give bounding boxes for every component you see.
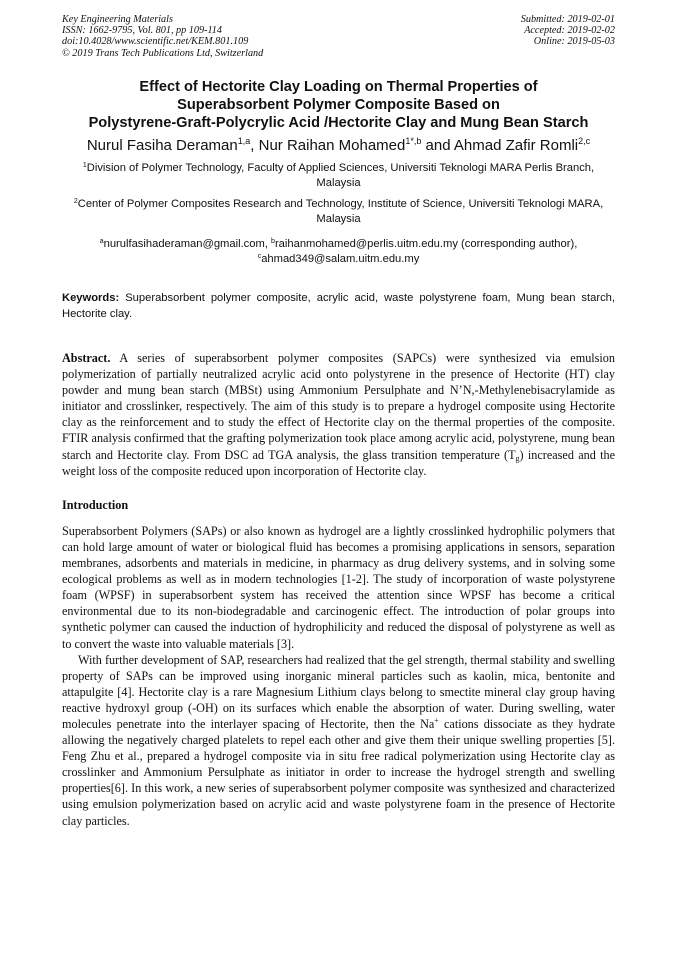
copyright-line: © 2019 Trans Tech Publications Ltd, Switzerland bbox=[62, 47, 264, 59]
affiliation-2-marker: 2 bbox=[73, 198, 78, 205]
affiliation-2-text: Center of Polymer Composites Research and Technology, Institute of Science, Universiti Teknologi MARA, Malaysia bbox=[77, 198, 604, 225]
paragraph bbox=[62, 652, 615, 829]
paper-page bbox=[62, 14, 615, 829]
online-date: Online: 2019-05-03 bbox=[533, 36, 615, 48]
introduction-heading: Introduction bbox=[62, 497, 129, 512]
tg-subscript: g bbox=[515, 453, 520, 463]
author-emails bbox=[62, 237, 615, 267]
abstract-text-end: ) increased and the weight loss of the composite reduced upon incorporation of Hectorite clay. bbox=[62, 447, 615, 478]
publication-header bbox=[62, 14, 615, 70]
submitted-date: Submitted: 2019-02-01 bbox=[520, 14, 615, 25]
author-1: Nurul Fasiha Deraman bbox=[86, 137, 238, 154]
email-c[interactable]: ahmad349@salam.uitm.edu.my bbox=[261, 253, 420, 265]
author-1-marker: 1,a bbox=[237, 136, 251, 146]
doi-line: doi:10.4028/www.scientific.net/KEM.801.109 bbox=[62, 36, 249, 48]
paragraph-text: cations dissociate as they hydrate allowing the negatively charged platelets to repel each other and give them their unique swelling properties [5]. Feng Zhu et al., prepared a hydrogel composite via in situ free radical polymerization using Hectorite clay as crosslinker and Ammonium Persulphate as initiator in order to increase the hydrogel strength and swelling properties[6]. In this work, a new series of superabsorbent polymer composite was synthesized and characterized using emulsion polymerization based on acrylic acid and waste polystyrene foam in the presence of Hectorite clay particles. bbox=[62, 716, 615, 828]
author-3-marker: 2,c bbox=[578, 136, 591, 146]
email-a-marker: a bbox=[99, 238, 104, 245]
journal-name: Key Engineering Materials bbox=[62, 14, 173, 25]
author-3: Ahmad Zafir Romli bbox=[453, 137, 579, 154]
affiliation-1 bbox=[62, 161, 615, 191]
email-b[interactable]: raihanmohamed@perlis.uitm.edu.my (corresponding author), bbox=[274, 238, 578, 250]
keywords-text: Superabsorbent polymer composite, acrylic acid, waste polystyrene foam, Mung bean starch, Hectorite clay. bbox=[62, 292, 615, 320]
journal-info bbox=[62, 14, 263, 59]
publication-dates bbox=[521, 14, 615, 48]
abstract-text: A series of superabsorbent polymer composites (SAPCs) were synthesized via emulsion polymerization of partially neutralized acrylic acid onto polystyrene in the presence of Hectorite (HT) clay powder and mung bean starch (MBSt) using Ammonium Persulphate and N’N,-Methylenebisacrylamide as initiator and crosslinker, respectively. The aim of this study is to prepare a hydrogel composite using Hectorite clay as the reinforcement and to study the effect of Hectorite clay on the thermal properties of the composite. FTIR analysis confirmed that the grafting polymerization took place among acrylic acid, polystyrene, mung bean starch and Hectorite clay. From DSC ad TGA analysis, the glass transition temperature (T bbox=[62, 351, 615, 462]
title-line-1: Effect of Hectorite Clay Loading on Thermal Properties of bbox=[139, 79, 538, 95]
accepted-date: Accepted: 2019-02-02 bbox=[524, 25, 615, 37]
title-line-3: Polystyrene-Graft-Polycrylic Acid /Hectorite Clay and Mung Bean Starch bbox=[88, 115, 589, 131]
abstract bbox=[62, 350, 615, 479]
affiliation-1-marker: 1 bbox=[82, 162, 87, 169]
issn-line: ISSN: 1662-9795, Vol. 801, pp 109-114 bbox=[62, 25, 222, 37]
keywords-label: Keywords: bbox=[62, 292, 120, 304]
author-separator: and bbox=[421, 137, 454, 154]
paragraph-text: With further development of SAP, researchers had realized that the gel strength, thermal stability and swelling property of SAPs can be improved using inorganic mineral particles such as kaolin, mica, bentonite and attapulgite [4]. Hectorite clay is a rare Magnesium Lithium clays belong to smectite mineral clay group having reactive hydroxyl group (-OH) on its surfaces which enable the absorption of water. During swelling, water molecules penetrate into the interlayer spacing of Hectorite, then the Na bbox=[62, 652, 615, 731]
author-2-marker: 1*,b bbox=[405, 136, 422, 146]
email-c-marker: c bbox=[257, 253, 262, 260]
affiliation-2 bbox=[62, 197, 615, 227]
email-b-marker: b bbox=[271, 238, 275, 245]
abstract-label: Abstract. bbox=[62, 351, 111, 365]
paragraph: Superabsorbent Polymers (SAPs) or also known as hydrogel are a lightly crosslinked hydrophilic polymers that can hold large amount of water or biological fluid has becomes a promising applications in sensors, separation membranes, adsorbents and materials in medicine, in pharmacy as drug delivery systems, and in solving some ecological problems as well as in modern technologies [1-2]. The study of incorporation of waste polystyrene foam (WPSF) in superabsorbent system has received the attention since WPSF has become a critical environmental due to its non-biodegradable and carcinogenic effect. The introduction of polar groups into synthetic polymer can caused the induction of hydrophilicity and reduced the disposal of polystyrene as well as to convert the waste into valuable materials [3]. bbox=[62, 523, 615, 651]
keywords bbox=[62, 291, 615, 322]
author-list bbox=[62, 136, 615, 155]
introduction-body bbox=[62, 523, 615, 829]
author-separator: , bbox=[250, 137, 259, 154]
affiliation-1-text: Division of Polymer Technology, Faculty of Applied Sciences, Universiti Teknologi MARA Perlis Branch, Malaysia bbox=[86, 162, 595, 189]
title-line-2: Superabsorbent Polymer Composite Based on bbox=[177, 97, 500, 113]
author-2: Nur Raihan Mohamed bbox=[258, 137, 406, 154]
na-charge-superscript: + bbox=[434, 715, 439, 725]
paper-title bbox=[62, 78, 615, 132]
email-a[interactable]: nurulfasihaderaman@gmail.com, bbox=[103, 238, 272, 250]
